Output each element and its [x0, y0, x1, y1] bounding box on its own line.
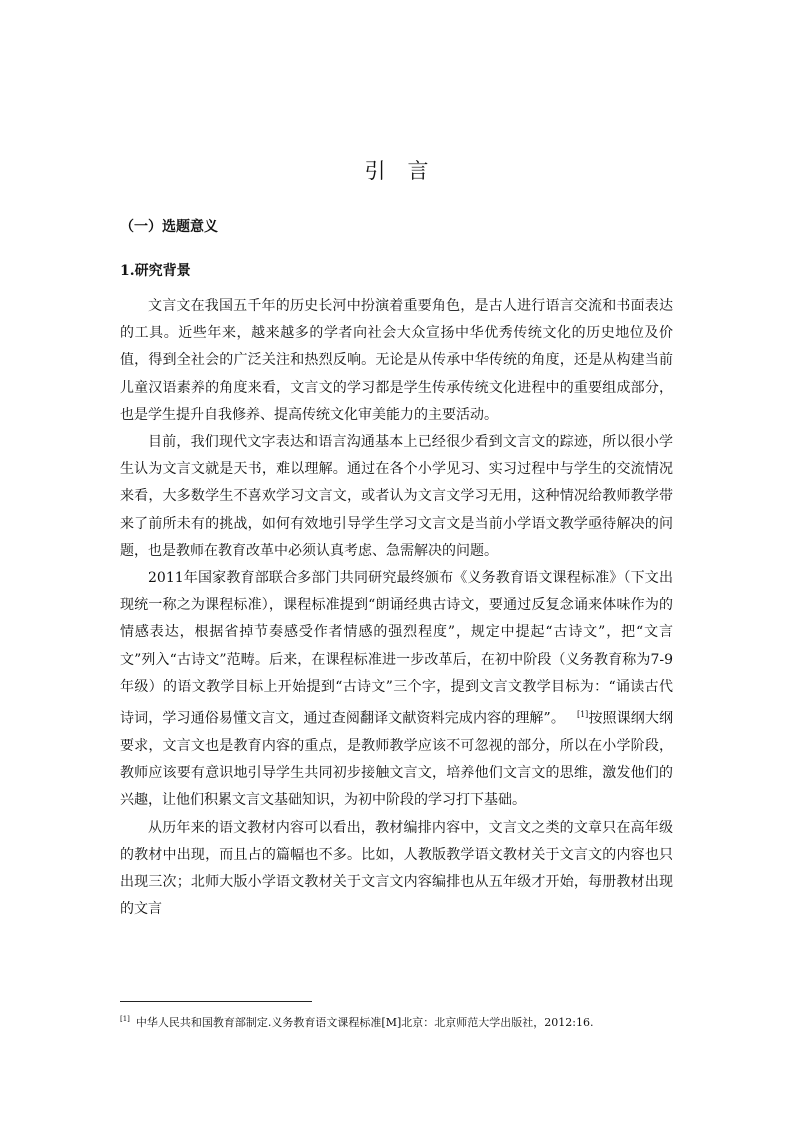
paragraph: [120, 565, 673, 814]
paragraph: 目前，我们现代文字表达和语言沟通基本上已经很少看到文言文的踪迹，所以很小学生认为文言文就是天书，难以理解。通过在各个小学见习、实习过程中与学生的交流情况来看，大多数学生不喜欢学习文言文，或者认为文言文学习无用，这种情况给教师教学带来了前所未有的挑战，如何有效地引导学生学习文言文是当前小学语文教学亟待解决的问题，也是教师在教育改革中必须认真考虑、急需解决的问题。: [120, 434, 673, 559]
footnote: [120, 1014, 593, 1030]
section-heading: （一）选题意义: [120, 219, 218, 235]
footnote-reference[interactable]: [1]: [576, 710, 589, 720]
subsection-heading: 1.研究背景: [120, 263, 191, 279]
page-title: 引言: [364, 159, 451, 183]
body-text: [120, 293, 673, 923]
footnote-text: 中华人民共和国教育部制定.义务教育语文课程标准[M]北京：北京师范大学出版社，2012:16.: [135, 1016, 594, 1029]
footnote-marker: [1]: [120, 1015, 130, 1024]
paragraph: 从历年来的语文教材内容可以看出，教材编排内容中，文言文之类的文章只在高年级的教材中出现，而且占的篇幅也不多。比如，人教版教学语文教材关于文言文的内容也只出现三次；北师大版小学语文教材关于文言文内容编排也从五年级才开始，每册教材出现的文言: [120, 819, 673, 918]
paragraph: 文言文在我国五千年的历史长河中扮演着重要角色，是古人进行语言交流和书面表达的工具。近些年来，越来越多的学者向社会大众宣扬中华优秀传统文化的历史地位及价值，得到全社会的广泛关注和热烈反响。无论是从传承中华传统的角度，还是从构建当前儿童汉语素养的角度来看，文言文的学习都是学生传承传统文化进程中的重要组成部分，也是学生提升自我修养、提高传统文化审美能力的主要活动。: [120, 298, 673, 423]
footnote-divider: [120, 1001, 312, 1002]
paragraph-text: 按照课纲大纲要求，文言文也是教育内容的重点，是教师教学应该不可忽视的部分，所以在小学阶段，教师应该要有意识地引导学生共同初步接触文言文，培养他们文言文的思维，激发他们的兴趣，让他们积累文言文基础知识，为初中阶段的学习打下基础。: [120, 710, 674, 809]
paragraph-text: 2011年国家教育部联合多部门共同研究最终颁布《义务教育语文课程标准》（下文出现统一称之为课程标准），课程标准提到“朗诵经典古诗文，要通过反复念诵来体味作为的情感表达，根据省掉节奏感受作者情感的强烈程度”，规定中提起“古诗文”，把“文言文”列入“古诗文”范畴。后来，在课程标准进一步改革后，在初中阶段（义务教育称为7-9年级）的语文教学目标上开始提到“古诗文”三个字，提到文言文教学目标为：“诵读古代诗词，学习通俗易懂文言文，通过查阅翻译文献资料完成内容的理解”。: [120, 570, 673, 727]
